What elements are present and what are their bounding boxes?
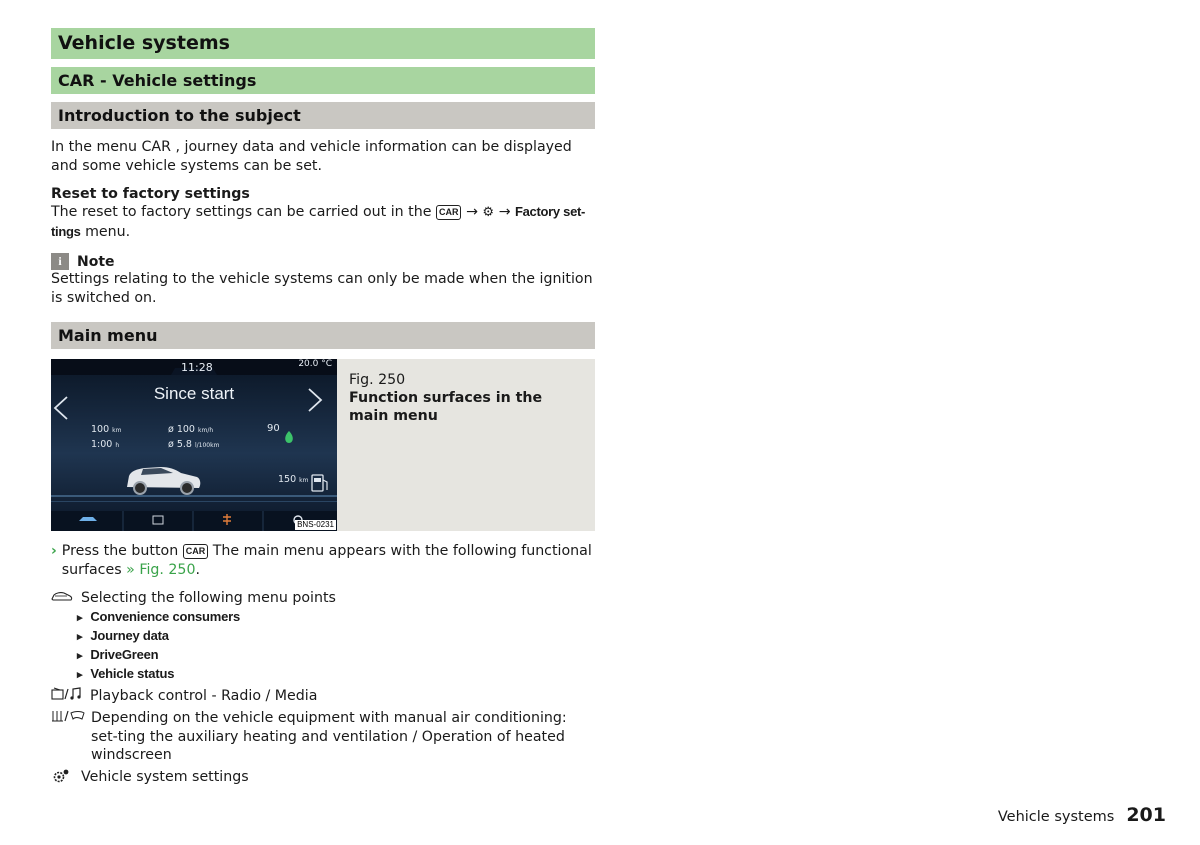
range-unit: km xyxy=(299,477,309,484)
avg-consumption-value: ø 5.8 xyxy=(168,439,192,450)
sub-item-drivegreen: ▸ DriveGreen xyxy=(77,646,595,665)
screen-left-values xyxy=(91,423,122,453)
gear-icon xyxy=(51,768,75,790)
figure-box xyxy=(51,359,595,531)
duration-unit: h xyxy=(115,442,120,449)
instruction-prefix: Press the button xyxy=(61,543,179,559)
subsection-heading-main-menu: Main menu xyxy=(51,322,595,349)
menu-item-climate xyxy=(51,709,595,765)
radio-music-icon xyxy=(51,687,84,707)
distance-unit: km xyxy=(112,427,122,434)
arrow-icon: → xyxy=(466,204,478,220)
avg-speed-value: ø 100 xyxy=(168,424,195,435)
sub-item-vehicle-status: ▸ Vehicle status xyxy=(77,665,595,684)
menu-item-settings-label: Vehicle system settings xyxy=(81,768,249,785)
instruction-text xyxy=(62,542,595,579)
instruction-body: The main menu appears with the following functional surfaces xyxy=(61,543,592,578)
note-text: Settings relating to the vehicle systems can only be made when the ignition is switched on. xyxy=(51,271,593,306)
info-icon: i xyxy=(51,253,69,270)
instruction-suffix: . xyxy=(195,561,201,578)
menu-item-playback-label: Playback control - Radio / Media xyxy=(90,687,318,704)
range-value: 150 xyxy=(278,474,297,485)
section-heading: CAR - Vehicle settings xyxy=(51,67,595,94)
note-label: Note xyxy=(77,253,115,270)
instruction-row xyxy=(51,542,595,579)
figure-code: BNS-0231 xyxy=(297,520,334,529)
main-column xyxy=(51,28,595,789)
figure-number: Fig. 250 xyxy=(349,372,406,388)
screen-headline: Since start xyxy=(153,384,235,403)
avg-speed-unit: km/h xyxy=(198,427,214,434)
menu-item-settings xyxy=(51,768,595,790)
car-key-icon: CAR xyxy=(183,544,209,559)
page-footer xyxy=(998,804,1166,826)
intro-paragraph: In the menu CAR , journey data and vehicle information can be displayed and some vehicle systems can be set. xyxy=(51,139,572,174)
reset-text-end: menu. xyxy=(85,223,131,240)
sub-item-journey-data: ▸ Journey data xyxy=(77,627,595,646)
chapter-heading: Vehicle systems xyxy=(51,28,595,59)
menu-item-climate-label: Depending on the vehicle equipment with manual air conditioning: set-ting the auxiliary heating and ventilation / Operation of heated windscreen xyxy=(91,710,567,763)
screen-temperature: 20.0 °C xyxy=(298,359,332,369)
screen-time: 11:28 xyxy=(181,361,213,374)
avg-consumption-unit: l/100km xyxy=(194,442,220,449)
page-number: 201 xyxy=(1126,804,1166,826)
gear-icon: ⚙ xyxy=(482,205,495,220)
step-arrow-icon: › xyxy=(51,543,57,559)
figure-caption xyxy=(349,371,569,425)
menu-item-car xyxy=(51,589,595,608)
menu-item-car-label: Selecting the following menu points xyxy=(81,590,336,606)
eco-value: 90 xyxy=(267,423,280,434)
note-header xyxy=(51,253,595,270)
heating-ventilation-icon xyxy=(51,709,85,729)
figure-title: Function surfaces in the main menu xyxy=(349,390,543,424)
car-key-icon: CAR xyxy=(436,205,462,220)
reset-text: The reset to factory settings can be carried out in the xyxy=(51,204,432,220)
reset-paragraph xyxy=(51,203,595,241)
sub-item-convenience-consumers: ▸ Convenience consumers xyxy=(77,608,595,627)
range-readout xyxy=(278,474,309,485)
footer-section-title: Vehicle systems xyxy=(997,809,1115,825)
arrow-icon: → xyxy=(498,204,511,220)
car-outline-icon xyxy=(51,589,75,608)
duration-value: 1:00 xyxy=(91,439,113,450)
car-sub-items xyxy=(77,608,595,684)
menu-item-playback xyxy=(51,687,595,707)
subsection-heading-intro: Introduction to the subject xyxy=(51,102,595,129)
distance-value: 100 xyxy=(91,424,110,435)
infotainment-screen xyxy=(51,359,337,531)
reset-title: Reset to factory settings xyxy=(51,186,250,202)
figure-link[interactable]: » Fig. 250 xyxy=(126,561,196,578)
screen-mid-values xyxy=(168,423,219,453)
factory-settings-menu-label: Factory set-tings xyxy=(51,204,586,239)
